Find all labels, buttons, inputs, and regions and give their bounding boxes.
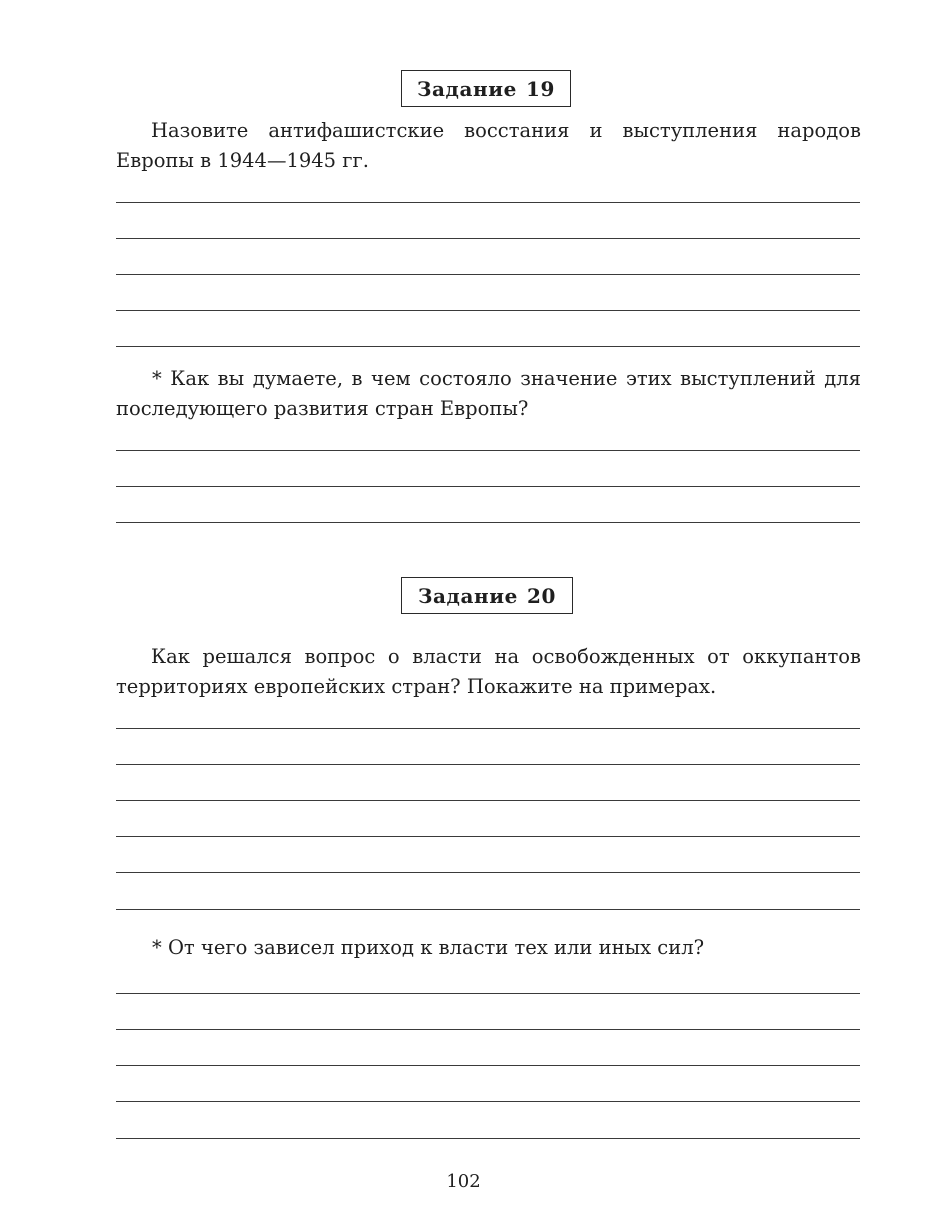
task-20-number: 20 (527, 583, 557, 608)
task-20-answer-line[interactable] (116, 836, 860, 837)
task-19-answer-line[interactable] (116, 310, 860, 311)
task-20-answer-line[interactable] (116, 728, 860, 729)
task-19-question: Назовите антифашистские восстания и выступления народов Европы в 1944—1945 гг. (116, 119, 861, 172)
task-19-starred-answer-line[interactable] (116, 450, 860, 451)
page-number: 102 (446, 1171, 481, 1192)
task-20-starred-answer-line[interactable] (116, 1138, 860, 1139)
task-20-starred-answer-line[interactable] (116, 1065, 860, 1066)
task-20-answer-line[interactable] (116, 764, 860, 765)
task-20-title-box (401, 577, 573, 614)
task-19-answer-line[interactable] (116, 238, 860, 239)
task-19-number: 19 (526, 76, 556, 101)
task-20-answer-line[interactable] (116, 872, 860, 873)
task-20-starred-answer-line[interactable] (116, 1101, 860, 1102)
task-19-answer-line[interactable] (116, 274, 860, 275)
task-19-starred-answer-line[interactable] (116, 522, 860, 523)
task-20-starred-answer-line[interactable] (116, 1029, 860, 1030)
task-19-answer-line[interactable] (116, 202, 860, 203)
task-20-starred-question: * От чего зависел приход к власти тех или иных сил? (152, 936, 705, 959)
task-20-answer-line[interactable] (116, 909, 860, 910)
task-19-title-box (401, 70, 571, 107)
task-20-starred-answer-line[interactable] (116, 993, 860, 994)
task-19-starred-answer-line[interactable] (116, 486, 860, 487)
task-19-starred-question: * Как вы думаете, в чем состояло значение этих выступлений для последующего развития стран Европы? (116, 367, 861, 420)
task-19-answer-line[interactable] (116, 346, 860, 347)
task-20-question: Как решался вопрос о власти на освобожденных от оккупантов территориях европейских стран? Покажите на примерах. (116, 645, 861, 698)
task-19-title-word: Задание (416, 76, 518, 101)
task-20-title-word: Задание (417, 583, 519, 608)
task-20-answer-line[interactable] (116, 800, 860, 801)
